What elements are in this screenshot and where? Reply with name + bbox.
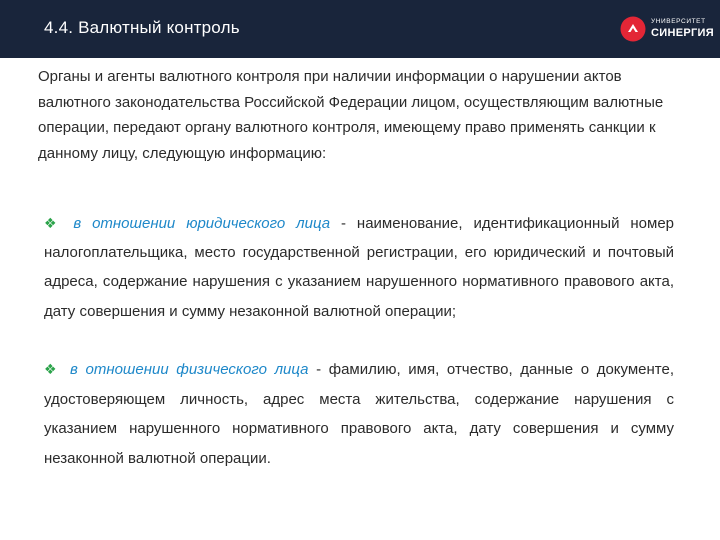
diamond-bullet-icon: ❖ <box>44 361 61 377</box>
diamond-bullet-icon: ❖ <box>44 215 64 231</box>
slide-title: 4.4. Валютный контроль <box>44 18 240 37</box>
synergy-logo-icon <box>620 16 646 42</box>
bullet-legal-entity <box>44 209 674 326</box>
bullet-text: - наименование, идентификационный номер налогоплательщика, место государственной регистрации, его юридический и почтовый адреса, содержание нарушения с указанием нарушенного нормативного правового акта, дату совершения и сумму незаконной валютной операции; <box>44 215 674 320</box>
header-bar <box>0 0 720 58</box>
bullet-text: - фамилию, имя, отчество, данные о документе, удостоверяющем личность, адрес места жительства, содержание нарушения с указанием нарушенного нормативного правового акта, дату совершения и сумму незаконной валютной операции. <box>44 361 674 467</box>
logo-text <box>651 19 714 39</box>
logo-university-label: УНИВЕРСИТЕТ <box>651 18 706 26</box>
intro-paragraph: Органы и агенты валютного контроля при наличии информации о нарушении актов валютного законодательства Российской Федерации лицом, осуществляющим валютные операции, передают органу валютного контроля, имеющему право применять санкции к данному лицу, следующую информацию: <box>38 68 664 162</box>
synergy-logo <box>620 14 714 44</box>
logo-brand-name: СИНЕРГИЯ <box>651 26 714 39</box>
bullet-keyword: в отношении юридического лица <box>73 215 331 232</box>
bullet-keyword: в отношении физического лица <box>70 361 309 378</box>
bullet-individual <box>44 355 674 473</box>
